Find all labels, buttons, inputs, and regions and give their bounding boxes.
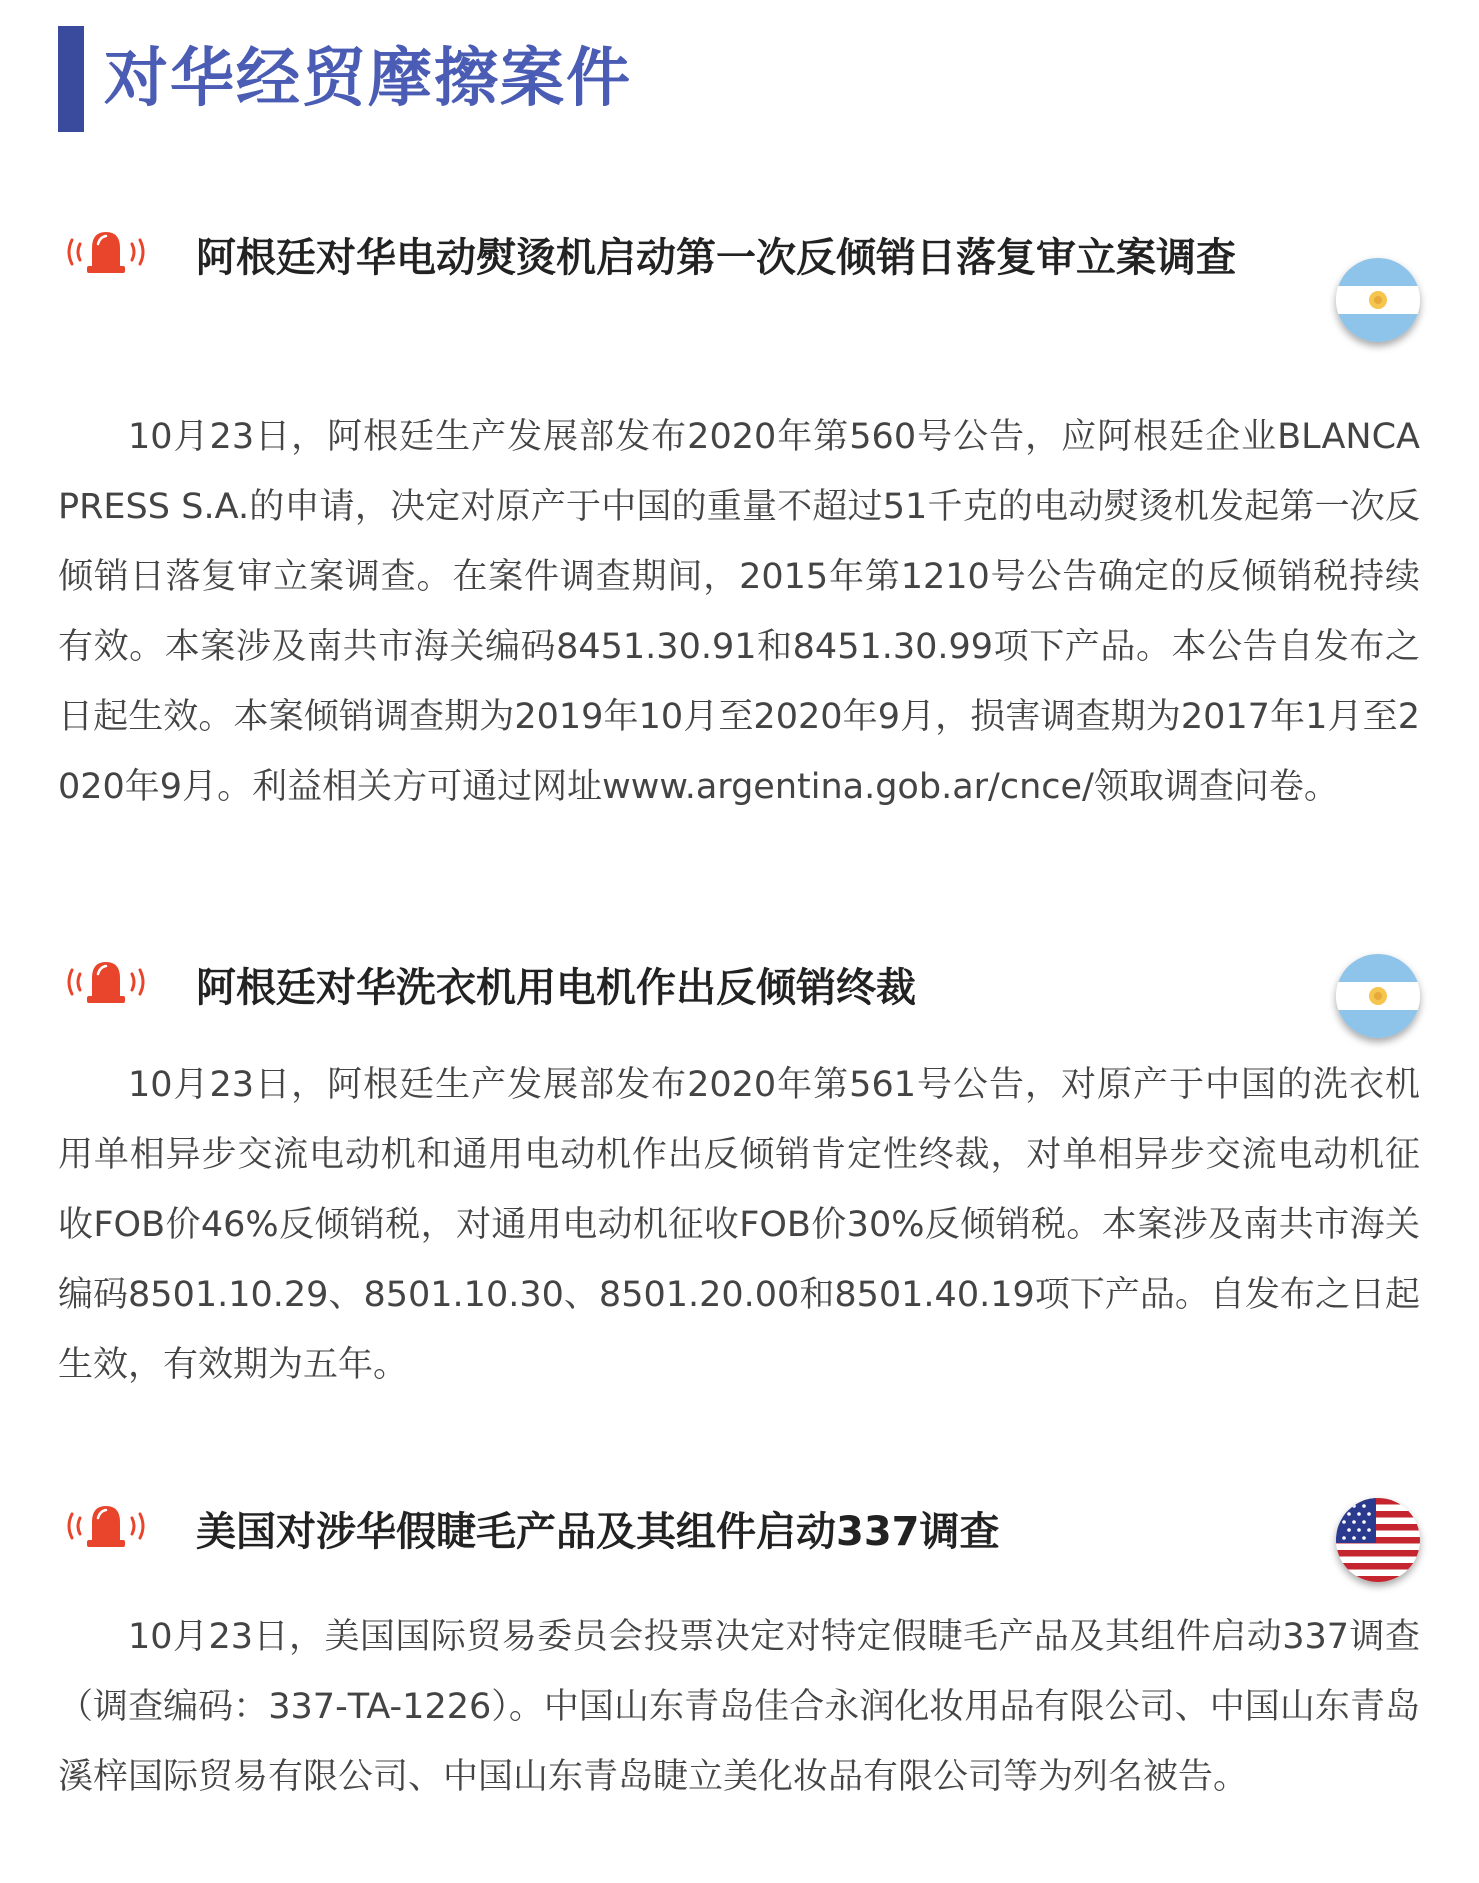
article-body: 10月23日，美国国际贸易委员会投票决定对特定假睫毛产品及其组件启动337调查（调查编码：337-TA-1226）。中国山东青岛佳合永润化妆用品有限公司、中国山东青岛溪梓国际贸易有限公司、中国山东青岛睫立美化妆品有限公司等为列名被告。 [58, 1617, 1420, 1797]
article-argentina-irons [58, 224, 1420, 822]
argentina-flag-icon [1336, 258, 1420, 342]
page-title: 对华经贸摩擦案件 [104, 42, 632, 116]
article-argentina-motors [58, 954, 1420, 1400]
alarm-bell-icon [58, 224, 154, 280]
article-head [58, 954, 1420, 1038]
argentina-flag-icon [1336, 954, 1420, 1038]
article-title: 阿根廷对华洗衣机用电机作出反倾销终裁 [196, 965, 916, 1011]
page-header [58, 26, 632, 132]
article-body: 10月23日，阿根廷生产发展部发布2020年第560号公告，应阿根廷企业BLANCA PRESS S.A.的申请，决定对原产于中国的重量不超过51千克的电动熨烫机发起第一次反倾销日落复审立案调查。在案件调查期间，2015年第1210号公告确定的反倾销税持续有效。本案涉及南共市海关编码8451.30.91和8451.30.99项下产品。本公告自发布之日起生效。本案倾销调查期为2019年10月至2020年9月，损害调查期为2017年1月至2020年9月。利益相关方可通过网址www.argentina.gob.ar/cnce/领取调查问卷。 [58, 417, 1420, 807]
alarm-bell-icon [58, 954, 154, 1010]
article-head [58, 1498, 1420, 1582]
article-title: 美国对涉华假睫毛产品及其组件启动337调查 [196, 1509, 1000, 1555]
article-title: 阿根廷对华电动熨烫机启动第一次反倾销日落复审立案调查 [196, 235, 1236, 281]
article-body: 10月23日，阿根廷生产发展部发布2020年第561号公告，对原产于中国的洗衣机用单相异步交流电动机和通用电动机作出反倾销肯定性终裁，对单相异步交流电动机征收FOB价46%反倾销税，对通用电动机征收FOB价30%反倾销税。本案涉及南共市海关编码8501.10.29、8501.10.30、8501.20.00和8501.40.19项下产品。自发布之日起生效，有效期为五年。 [58, 1065, 1420, 1385]
alarm-bell-icon [58, 1498, 154, 1554]
usa-flag-icon [1336, 1498, 1420, 1582]
article-usa-eyelashes [58, 1498, 1420, 1812]
article-head [58, 224, 1420, 374]
header-accent-bar [58, 26, 84, 132]
